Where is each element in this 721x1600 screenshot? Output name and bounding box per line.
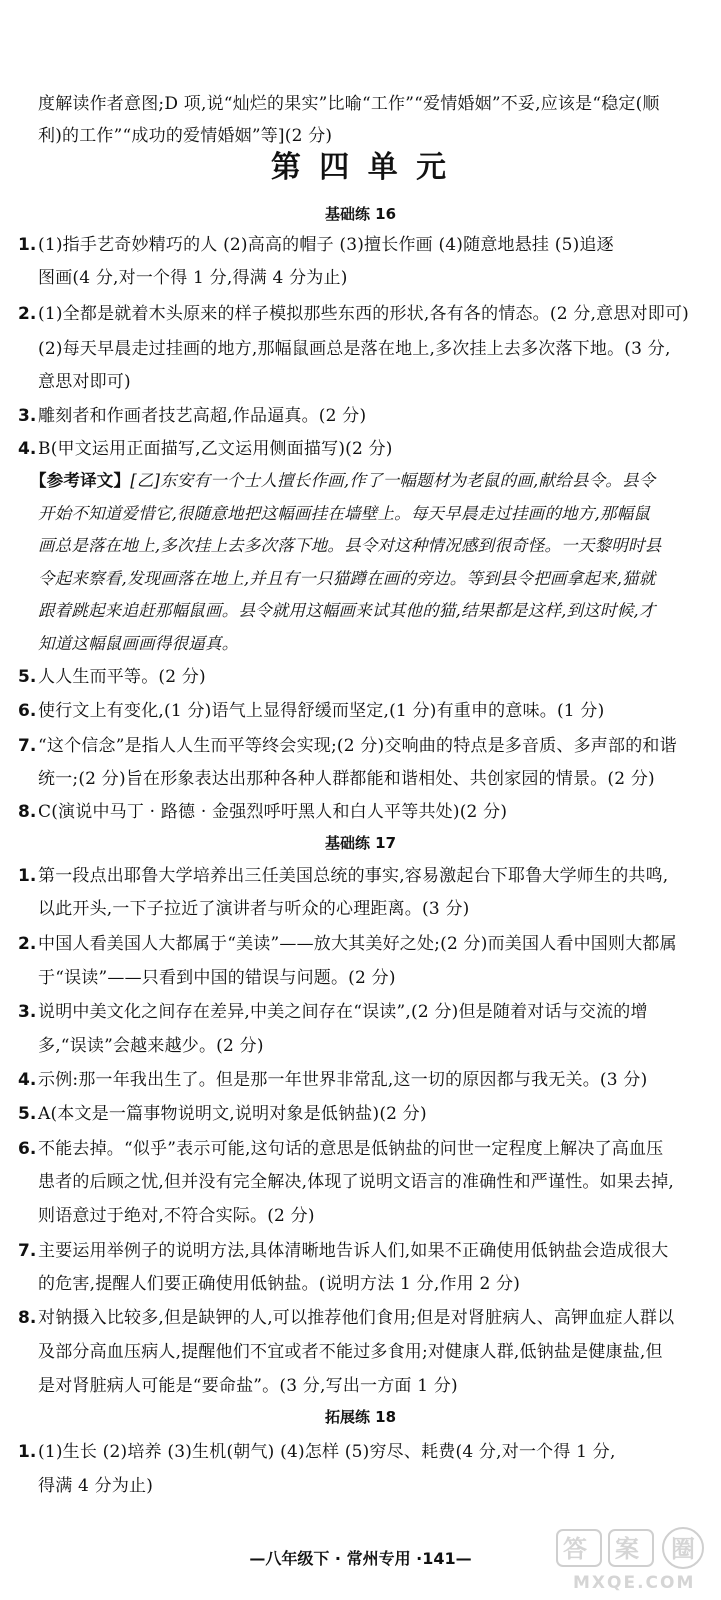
answer-line: 示例:那一年我出生了。但是那一年世界非常乱,这一切的原因都与我无关。(3 分) [38,1070,648,1090]
item-number: 5. [18,1104,37,1124]
item-number: 1. [18,866,37,886]
section-title-17: 基础练 17 [324,834,397,852]
answer-line: “这个信念”是指人人生而平等终会实现;(2 分)交响曲的特点是多音质、多声部的和谐 [38,736,677,756]
answer-line: 则语意过于绝对,不符合实际。(2 分) [38,1206,315,1226]
intro-line-2: 利)的工作”“成功的爱情婚姻”等](2 分) [38,126,333,146]
answer-line: (1)全都是就着木头原来的样子模拟那些东西的形状,各有各的情态。(2 分,意思对即可) [38,304,689,324]
svg-text:案: 案 [615,1535,639,1563]
translation-text: [乙]东安有一个士人擅长作画,作了一幅题材为老鼠的画,献给县令。县令 [130,471,656,490]
item-number: 1. [18,235,37,255]
answer-line: 意思对即可) [38,372,131,392]
answer-line: (1)生长 (2)培养 (3)生机(朝气) (4)怎样 (5)穷尽、耗费(4 分,对一个得 1 分, [38,1442,616,1462]
answer-line: 对钠摄入比较多,但是缺钾的人,可以推荐他们食用;但是对肾脏病人、高钾血症人群以 [38,1308,675,1328]
translation-line: 跟着跳起来追赶那幅鼠画。县令就用这幅画来试其他的猫,结果都是这样,到这时候,才 [38,601,656,620]
translation-line: 令起来察看,发现画落在地上,并且有一只猫蹲在画的旁边。等到县令把画拿起来,猫就 [38,569,656,588]
item-number: 2. [18,304,37,324]
answer-line: 统一;(2 分)旨在形象表达出那种各种人群都能和谐相处、共创家园的情景。(2 分) [38,769,655,789]
answer-line: (1)指手艺奇妙精巧的人 (2)高高的帽子 (3)擅长作画 (4)随意地悬挂 (5)追逐 [38,235,614,255]
item-number: 6. [18,701,37,721]
item-number: 8. [18,1308,37,1328]
translation-label: 【参考译文】 [30,471,131,490]
section-title-18: 拓展练 18 [324,1408,397,1426]
item-number: 7. [18,736,37,756]
item-number: 3. [18,406,37,426]
item-number: 4. [18,439,37,459]
answer-line: 及部分高血压病人,提醒他们不宜或者不能过多食用;对健康人群,低钠盐是健康盐,但 [38,1342,663,1362]
item-number: 3. [18,1002,37,1022]
page-footer: —八年级下 · 常州专用 ·141— [249,1549,472,1568]
answer-line: 雕刻者和作画者技艺高超,作品逼真。(2 分) [38,406,367,426]
answer-line: 不能去掉。“似乎”表示可能,这句话的意思是低钠盐的问世一定程度上解决了高血压 [38,1139,664,1159]
intro-line-1: 度解读作者意图;D 项,说“灿烂的果实”比喻“工作”“爱情婚姻”不妥,应该是“稳定(顺 [38,94,660,114]
translation-line: 知道这幅鼠画画得很逼真。 [38,634,239,653]
item-number: 5. [18,667,37,687]
answer-line: 的危害,提醒人们要正确使用低钠盐。(说明方法 1 分,作用 2 分) [38,1274,521,1294]
answer-line: 图画(4 分,对一个得 1 分,得满 4 分为止) [38,268,348,288]
answer-line: 患者的后顾之忧,但并没有完全解决,体现了说明文语言的准确性和严谨性。如果去掉, [38,1172,675,1192]
item-number: 7. [18,1241,37,1261]
section-title-16: 基础练 16 [324,205,397,223]
item-number: 6. [18,1139,37,1159]
svg-text:MXQE.COM: MXQE.COM [573,1573,696,1592]
answer-line: 以此开头,一下子拉近了演讲者与听众的心理距离。(3 分) [38,899,470,919]
answer-line: A(本文是一篇事物说明文,说明对象是低钠盐)(2 分) [38,1104,427,1124]
answer-line: 得满 4 分为止) [38,1476,154,1496]
answer-line: 第一段点出耶鲁大学培养出三任美国总统的事实,容易激起台下耶鲁大学师生的共鸣, [38,866,669,886]
translation-line: 开始不知道爱惜它,很随意地把这幅画挂在墙壁上。每天早晨走过挂画的地方,那幅鼠 [38,504,651,523]
answer-line: 中国人看美国人大都属于“美读”——放大其美好之处;(2 分)而美国人看中国则大都属 [38,934,677,954]
item-number: 8. [18,802,37,822]
translation-line [30,469,655,493]
answer-line: (2)每天早晨走过挂画的地方,那幅鼠画总是落在地上,多次挂上去多次落下地。(3 分, [38,339,671,359]
item-number: 4. [18,1070,37,1090]
answer-line: 使行文上有变化,(1 分)语气上显得舒缓而坚定,(1 分)有重申的意味。(1 分) [38,701,605,721]
svg-text:圈: 圈 [671,1535,695,1563]
answer-line: 人人生而平等。(2 分) [38,667,206,687]
item-number: 2. [18,934,37,954]
unit-title: 第 四 单 元 [270,150,451,185]
answer-line: C(演说中马丁 · 路德 · 金强烈呼吁黑人和白人平等共处)(2 分) [38,802,508,822]
item-number: 1. [18,1442,37,1462]
answer-line: 主要运用举例子的说明方法,具体清晰地告诉人们,如果不正确使用低钠盐会造成很大 [38,1241,669,1261]
answer-line: 多,“误读”会越来越少。(2 分) [38,1036,264,1056]
answer-line: 是对肾脏病人可能是“要命盐”。(3 分,写出一方面 1 分) [38,1376,458,1396]
answer-line: B(甲文运用正面描写,乙文运用侧面描写)(2 分) [38,439,393,459]
watermark-logo [553,1526,713,1592]
translation-line: 画总是落在地上,多次挂上去多次落下地。县令对这种情况感到很奇怪。一天黎明时县 [38,536,662,555]
answer-line: 于“误读”——只看到中国的错误与问题。(2 分) [38,968,396,988]
svg-text:答: 答 [563,1535,587,1563]
answer-line: 说明中美文化之间存在差异,中美之间存在“误读”,(2 分)但是随着对话与交流的增 [38,1002,648,1022]
